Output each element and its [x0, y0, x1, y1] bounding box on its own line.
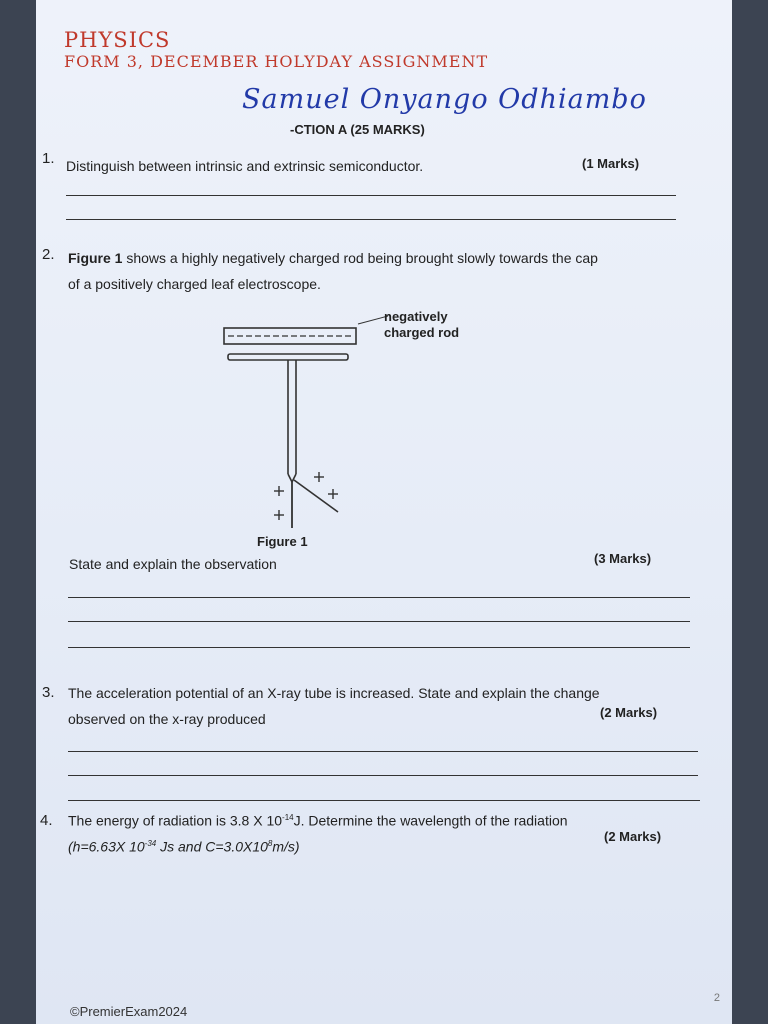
gold-leaf: [294, 480, 338, 512]
question-4-line2-b: Js and C=3.0X10: [156, 838, 268, 855]
subject-handwritten: PHYSICS: [64, 28, 171, 52]
positive-charges: [274, 472, 338, 520]
question-3-text: The acceleration potential of an X-ray tube is increased. State and explain the change: [68, 685, 600, 701]
question-4-text: [68, 806, 568, 833]
question-4-marks: (2 Marks): [604, 829, 662, 844]
rod-label-line2: charged rod: [384, 325, 460, 340]
question-3-text-line2: observed on the x-ray produced: [68, 711, 266, 727]
question-2-text-line2: of a positively charged leaf electroscope.: [68, 276, 321, 292]
question-1-text: Distinguish between intrinsic and extrinsic semiconductor.: [66, 158, 424, 174]
page-number: 2: [713, 992, 720, 1004]
question-4-line2-c: m/s): [272, 838, 300, 855]
answer-line[interactable]: [68, 621, 690, 622]
question-4-number: 4.: [40, 812, 53, 829]
rod-label: [384, 309, 459, 341]
question-4-exp3: 8: [267, 839, 273, 848]
answer-line[interactable]: [68, 647, 690, 648]
question-2-text: [68, 246, 598, 270]
question-4-exp2: -34: [144, 839, 157, 848]
answer-line[interactable]: [68, 597, 690, 598]
question-4-line2-a: (h=6.63X 10: [68, 838, 145, 855]
student-name-handwritten: Samuel Onyango Odhiambo: [242, 84, 647, 115]
exam-sheet: [36, 0, 732, 1024]
charged-rod: [224, 328, 356, 344]
section-title: -CTION A (25 MARKS): [290, 122, 425, 137]
question-1-number: 1.: [42, 150, 55, 167]
electroscope-cap: [228, 354, 348, 360]
answer-line[interactable]: [68, 775, 698, 776]
question-2-number: 2.: [42, 246, 55, 263]
answer-line[interactable]: [68, 800, 700, 801]
question-4-text-b: J. Determine the wavelength of the radiation: [293, 812, 568, 829]
question-2-marks: (3 Marks): [594, 551, 652, 566]
electroscope-stem: [288, 360, 296, 528]
question-2-instruction: State and explain the observation: [69, 556, 277, 572]
answer-line[interactable]: [66, 219, 676, 220]
rod-label-line1: negatively: [384, 309, 448, 324]
electroscope-diagram: [220, 306, 400, 528]
question-4-exp1: -14: [282, 813, 294, 822]
copyright-footer: ©PremierExam2024: [70, 1004, 188, 1019]
question-1-marks: (1 Marks): [582, 156, 640, 171]
question-2-text-main: shows a highly negatively charged rod being brought slowly towards the cap: [122, 250, 598, 266]
question-3-marks: (2 Marks): [600, 705, 658, 720]
figure-1-caption: Figure 1: [257, 534, 308, 549]
question-2-figure-ref: Figure 1: [68, 250, 123, 266]
form-line-handwritten: FORM 3, DECEMBER HOLYDAY ASSIGNMENT: [64, 52, 489, 71]
question-4-constants: [68, 832, 300, 859]
question-4-text-a: The energy of radiation is 3.8 X 10: [68, 812, 283, 829]
answer-line[interactable]: [68, 751, 698, 752]
question-3-number: 3.: [42, 684, 55, 701]
answer-line[interactable]: [66, 195, 676, 196]
